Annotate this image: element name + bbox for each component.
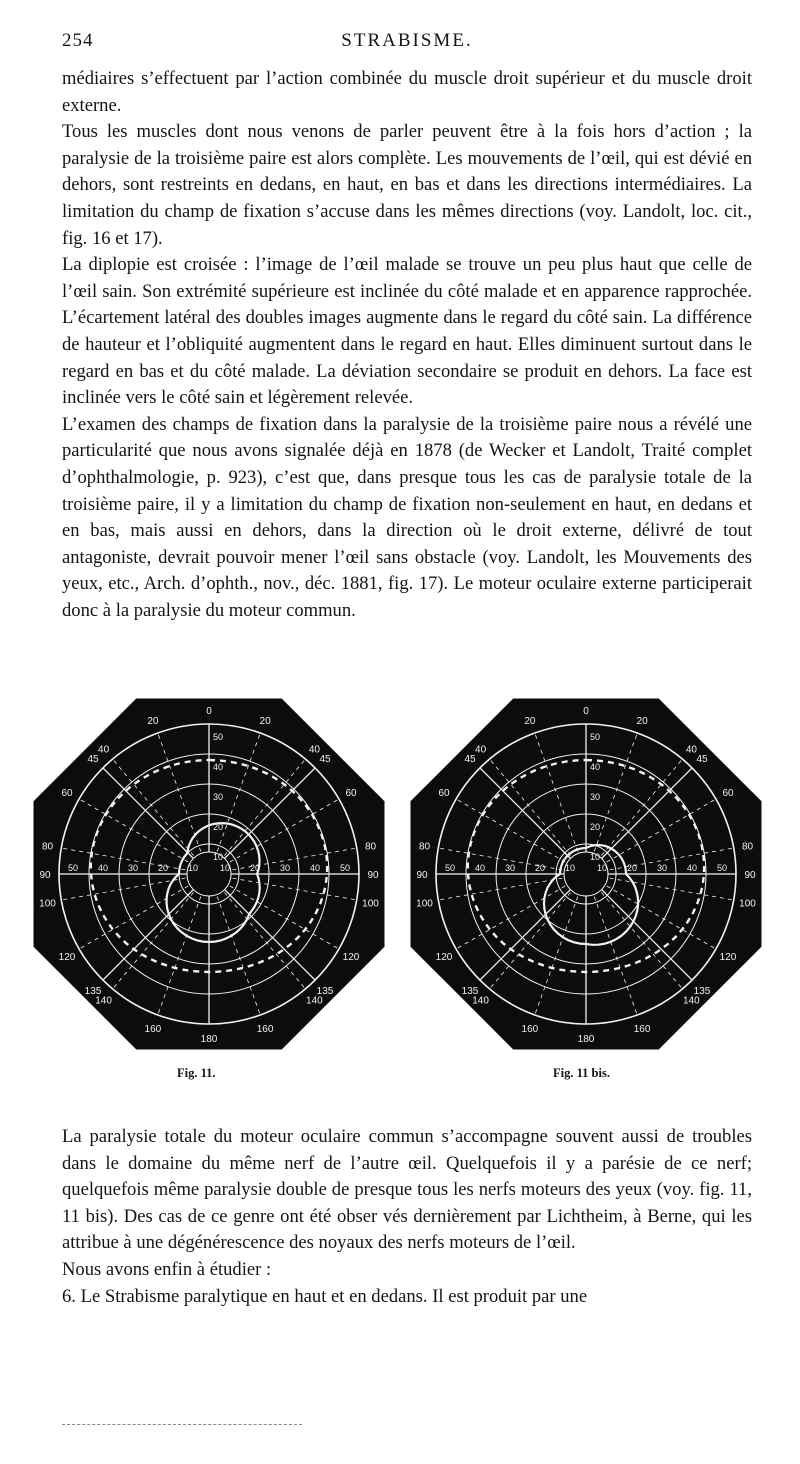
- figure-caption: Fig. 11 bis.: [553, 1066, 610, 1080]
- meridian-label: 135: [693, 986, 711, 997]
- radial-label: 30: [589, 792, 601, 802]
- radial-label: 50: [589, 732, 601, 742]
- radial-label: 40: [474, 863, 486, 873]
- meridian-label: 120: [342, 952, 360, 963]
- radial-label: 50: [339, 863, 351, 873]
- radial-label: 20: [534, 863, 546, 873]
- radial-label: 30: [504, 863, 516, 873]
- meridian-label: 100: [362, 898, 379, 910]
- radial-label: 20: [157, 863, 169, 873]
- meridian-label: 140: [472, 995, 489, 1007]
- running-title: STRABISME.: [341, 30, 473, 51]
- radial-label: 20: [212, 822, 224, 832]
- radial-label: 10: [596, 863, 608, 873]
- text-block-top: [62, 66, 752, 624]
- meridian-label: 140: [306, 995, 323, 1007]
- text-block-bottom: [62, 1124, 752, 1310]
- fixation-field-diagram: [410, 694, 762, 1054]
- radial-label: 30: [212, 792, 224, 802]
- meridian-label: 80: [418, 841, 431, 853]
- figure-11: [33, 694, 385, 1054]
- radial-label: 20: [249, 863, 261, 873]
- radial-label: 50: [212, 732, 224, 742]
- meridian-label: 135: [84, 986, 102, 997]
- meridian-label: 160: [144, 1024, 162, 1036]
- meridian-label: 100: [39, 898, 56, 910]
- radial-label: 30: [656, 863, 668, 873]
- meridian-label: 160: [256, 1024, 274, 1036]
- meridian-label: 45: [319, 754, 331, 765]
- meridian-label: 60: [722, 788, 734, 799]
- radial-label: 20: [589, 822, 601, 832]
- meridian-label: 120: [58, 952, 76, 963]
- meridian-label: 135: [461, 986, 479, 997]
- paragraph: L’examen des champs de fixation dans la paralysie de la troisième paire nous a révélé une particularité que nous avons signalée déjà en 1878 (de Wecker et Landolt, Traité complet d’ophthalmologie, p. 923), c’est que, dans presque tous les cas de paralysie totale de la troisième paire, il y a limitation du champ de fixation non-seulement en haut, en dedans et en bas, mais aussi en dehors, dans la direction où le droit externe, délivré de tout antagoniste, devrait pouvoir mener l’œil sans obstacle (voy. Landolt, les Mouvements des yeux, etc., Arch. d’ophth., nov., déc. 1881, fig. 17). Le moteur oculaire externe participerait donc à la paralysie du moteur commun.: [62, 413, 752, 621]
- meridian-label: 120: [719, 952, 737, 963]
- fixation-field-diagram: [33, 694, 385, 1054]
- meridian-label: 40: [98, 744, 110, 756]
- radial-label: 20: [626, 863, 638, 873]
- paragraph: La paralysie totale du moteur oculaire commun s’accompagne souvent aussi de troubles dans le domaine du même nerf de l’autre œil. Quelquefois il y a parésie de ce nerf; quelquefois même paralysie double de presque tous les nerfs moteurs des yeux (voy. fig. 11, 11 bis). Des cas de ce genre ont été obser vés dernièrement par Lichtheim, à Berne, qui les attribue à une dégénérescence des noyaux des nerfs moteurs de l’œil.: [62, 1126, 752, 1254]
- radial-label: 10: [212, 852, 224, 862]
- meridian-label: 135: [316, 986, 334, 997]
- meridian-label: 180: [200, 1034, 218, 1045]
- meridian-label: 20: [147, 715, 159, 727]
- paragraph: Nous avons enfin à étudier :: [62, 1258, 272, 1280]
- meridian-label: 80: [741, 841, 754, 853]
- meridian-label: 0: [206, 706, 212, 717]
- meridian-label: 90: [416, 870, 428, 881]
- meridian-label: 20: [636, 715, 648, 727]
- meridian-label: 60: [438, 788, 450, 799]
- meridian-label: 20: [524, 715, 536, 727]
- radial-label: 50: [444, 863, 456, 873]
- meridian-label: 60: [345, 788, 357, 799]
- radial-label: 40: [212, 762, 224, 772]
- radial-label: 40: [309, 863, 321, 873]
- radial-label: 10: [187, 863, 199, 873]
- meridian-label: 90: [39, 870, 51, 881]
- meridian-label: 90: [744, 870, 756, 881]
- meridian-label: 80: [364, 841, 377, 853]
- meridian-label: 0: [583, 706, 589, 717]
- radial-label: 30: [127, 863, 139, 873]
- figure-caption: Fig. 11.: [177, 1066, 216, 1080]
- meridian-label: 45: [696, 754, 708, 765]
- paragraph: médiaires s’effectuent par l’action combinée du muscle droit supérieur et du muscle droit externe.: [62, 68, 752, 116]
- radial-label: 50: [67, 863, 79, 873]
- meridian-label: 60: [61, 788, 73, 799]
- radial-label: 10: [219, 863, 231, 873]
- meridian-label: 90: [367, 870, 379, 881]
- meridian-label: 100: [416, 898, 433, 910]
- page-number: 254: [62, 30, 94, 51]
- radial-label: 30: [279, 863, 291, 873]
- meridian-label: 160: [633, 1024, 651, 1036]
- meridian-label: 120: [435, 952, 453, 963]
- meridian-label: 140: [683, 995, 700, 1007]
- meridian-label: 40: [475, 744, 487, 756]
- radial-label: 10: [564, 863, 576, 873]
- meridian-label: 100: [739, 898, 756, 910]
- paragraph: Tous les muscles dont nous venons de parler peuvent être à la fois hors d’action ; la paralysie de la troisième paire est alors complète. Les mouvements de l’œil, qui est dévié en dehors, sont restreints en dedans, en haut, en bas et dans les directions intermédiaires. La limitation du champ de fixation s’accuse dans les mêmes directions (voy. Landolt, loc. cit., fig. 16 et 17).: [62, 121, 752, 249]
- radial-label: 10: [589, 852, 601, 862]
- radial-label: 40: [97, 863, 109, 873]
- meridian-label: 45: [87, 754, 99, 765]
- meridian-label: 20: [259, 715, 271, 727]
- meridian-label: 140: [95, 995, 112, 1007]
- radial-label: 40: [686, 863, 698, 873]
- meridian-label: 160: [521, 1024, 539, 1036]
- footer-rule: [62, 1424, 302, 1425]
- figure-pair: [0, 694, 800, 1094]
- center-disc: [187, 852, 231, 896]
- paragraph: 6. Le Strabisme paralytique en haut et en dedans. Il est produit par une: [62, 1285, 588, 1307]
- center-disc: [564, 852, 608, 896]
- meridian-label: 80: [41, 841, 54, 853]
- meridian-label: 40: [685, 744, 697, 756]
- meridian-label: 180: [577, 1034, 595, 1045]
- radial-label: 50: [716, 863, 728, 873]
- page-header: [62, 30, 752, 56]
- radial-label: 40: [589, 762, 601, 772]
- meridian-label: 45: [464, 754, 476, 765]
- meridian-label: 40: [308, 744, 320, 756]
- figure-11-bis: [410, 694, 762, 1054]
- paragraph: La diplopie est croisée : l’image de l’œil malade se trouve un peu plus haut que celle de l’œil sain. Son extrémité supérieure est inclinée du côté malade et en apparence rapprochée. L’écartement latéral des doubles images augmente dans le regard du côté sain. La différence de hauteur et l’obliquité augmentent dans le regard en haut. Elles diminuent surtout dans le regard en bas et du côté malade. La déviation secondaire se produit en dehors. La face est inclinée vers le côté sain et légèrement relevée.: [62, 254, 752, 409]
